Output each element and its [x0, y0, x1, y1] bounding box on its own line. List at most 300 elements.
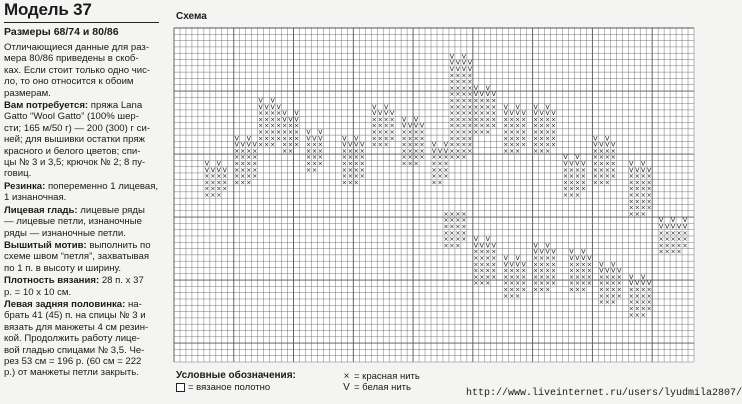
- instruction-line: вязать для манжеты 4 см резин-: [4, 321, 149, 333]
- x-stitch: ×: [461, 84, 467, 92]
- x-stitch: ×: [443, 236, 449, 244]
- legend-empty: [176, 382, 270, 393]
- x-stitch: ×: [371, 116, 377, 124]
- x-stitch: ×: [515, 122, 521, 130]
- x-stitch: ×: [503, 286, 509, 294]
- x-stitch: ×: [491, 248, 497, 256]
- instruction-line: Вышитый мотив: выполнить по: [4, 239, 151, 251]
- x-stitch: ×: [610, 280, 616, 288]
- x-stitch: ×: [503, 122, 509, 130]
- x-stitch: ×: [305, 166, 312, 174]
- x-stitch: ×: [634, 185, 640, 193]
- x-stitch: ×: [580, 286, 587, 294]
- x-stitch: ×: [234, 147, 240, 155]
- x-stitch: ×: [628, 204, 634, 212]
- x-stitch: ×: [598, 166, 604, 174]
- v-stitch: V: [658, 223, 664, 231]
- x-stitch: ×: [473, 110, 479, 118]
- instruction-line: брать 41 (45) п. на спицы № 3 и: [4, 310, 146, 322]
- x-stitch: ×: [509, 116, 515, 124]
- x-stitch: ×: [473, 97, 479, 105]
- x-stitch: ×: [544, 255, 551, 263]
- x-stitch: ×: [640, 299, 646, 307]
- instruction-line: красного и белого цветов; спи-: [4, 145, 141, 157]
- x-stitch: ×: [521, 116, 527, 124]
- x-stitch: ×: [544, 261, 551, 269]
- x-stitch: ×: [598, 273, 604, 281]
- x-stitch: ×: [658, 229, 664, 237]
- x-stitch: ×: [210, 173, 216, 181]
- v-stitch: V: [533, 242, 538, 250]
- x-stitch: ×: [538, 261, 545, 269]
- x-stitch: ×: [461, 122, 467, 130]
- x-stitch: ×: [359, 154, 365, 162]
- x-stitch: ×: [216, 185, 222, 193]
- x-stitch: ×: [437, 179, 443, 187]
- x-stitch: ×: [485, 261, 491, 269]
- x-stitch: ×: [634, 292, 640, 300]
- x-stitch: ×: [509, 147, 515, 155]
- x-stitch: ×: [586, 273, 593, 281]
- x-stitch: ×: [264, 122, 270, 130]
- x-stitch: ×: [437, 154, 443, 162]
- x-stitch: ×: [275, 110, 282, 118]
- v-stitch: V: [467, 65, 473, 73]
- x-stitch: ×: [359, 160, 365, 168]
- x-stitch: ×: [449, 122, 455, 130]
- v-stitch: V: [641, 273, 646, 281]
- x-stitch: ×: [407, 154, 413, 162]
- x-stitch: ×: [275, 135, 282, 143]
- x-stitch: ×: [604, 179, 610, 187]
- instructions-column: [4, 42, 164, 380]
- x-stitch: ×: [401, 154, 407, 162]
- x-stitch: ×: [592, 147, 599, 155]
- x-stitch: ×: [443, 217, 449, 225]
- x-stitch: ×: [449, 72, 455, 80]
- x-stitch: ×: [443, 166, 449, 174]
- x-stitch: ×: [598, 299, 604, 307]
- x-stitch: ×: [628, 311, 634, 319]
- x-stitch: ×: [359, 173, 365, 181]
- x-stitch: ×: [401, 135, 407, 143]
- x-stitch: ×: [311, 147, 318, 155]
- x-stitch: ×: [461, 147, 467, 155]
- x-stitch: ×: [449, 229, 455, 237]
- instruction-line: Отличающиеся данные для раз-: [4, 42, 150, 53]
- x-stitch: ×: [634, 210, 640, 218]
- x-stitch: ×: [455, 103, 461, 111]
- x-stitch: ×: [509, 280, 515, 288]
- x-stitch: ×: [515, 280, 521, 288]
- x-stitch: ×: [359, 166, 365, 174]
- x-stitch: ×: [491, 273, 497, 281]
- v-stitch: V: [473, 91, 478, 99]
- x-stitch: ×: [449, 116, 455, 124]
- x-stitch: ×: [437, 160, 443, 168]
- x-stitch: ×: [544, 116, 551, 124]
- x-stitch: ×: [515, 267, 521, 275]
- x-stitch: ×: [658, 248, 664, 256]
- x-stitch: ×: [222, 185, 228, 193]
- x-stitch: ×: [646, 173, 652, 181]
- v-stitch: V: [461, 53, 467, 61]
- v-stitch: V: [390, 110, 395, 118]
- x-stitch: ×: [341, 160, 347, 168]
- x-stitch: ×: [598, 286, 604, 294]
- v-stitch: V: [682, 223, 688, 231]
- x-stitch: ×: [264, 110, 270, 118]
- x-stitch: ×: [580, 267, 587, 275]
- x-stitch: ×: [449, 135, 455, 143]
- v-stitch: V: [234, 135, 239, 143]
- x-stitch: ×: [293, 141, 300, 149]
- x-stitch: ×: [455, 229, 461, 237]
- x-stitch: ×: [646, 305, 652, 313]
- v-stitch: V: [473, 236, 478, 244]
- v-stitch: V: [629, 166, 634, 174]
- v-stitch: V: [222, 166, 227, 174]
- x-stitch: ×: [515, 116, 521, 124]
- v-stitch: V: [676, 223, 682, 231]
- x-stitch: ×: [461, 236, 467, 244]
- x-stitch: ×: [461, 110, 467, 118]
- x-stitch: ×: [431, 179, 437, 187]
- x-stitch: ×: [562, 173, 569, 181]
- x-stitch: ×: [515, 141, 521, 149]
- x-stitch: ×: [479, 116, 485, 124]
- x-stitch: ×: [598, 292, 604, 300]
- v-stitch: V: [240, 141, 245, 149]
- x-stitch: ×: [485, 110, 491, 118]
- v-stitch: V: [306, 135, 311, 143]
- v-stitch: V: [443, 141, 449, 149]
- x-stitch: ×: [664, 236, 670, 244]
- x-stitch: ×: [234, 179, 240, 187]
- x-stitch: ×: [455, 154, 461, 162]
- instruction-line: Gatto “Wool Gatto” (100% шер-: [4, 111, 139, 123]
- v-stitch: V: [443, 147, 449, 155]
- x-stitch: ×: [550, 267, 557, 275]
- instruction-line: Лицевая гладь: лицевые ряды: [4, 204, 145, 216]
- x-stitch: ×: [287, 141, 294, 149]
- x-stitch: ×: [646, 286, 652, 294]
- v-stitch: V: [246, 141, 251, 149]
- x-stitch: ×: [389, 128, 395, 136]
- v-stitch: V: [473, 84, 478, 92]
- x-stitch: ×: [449, 110, 455, 118]
- x-stitch: ×: [538, 122, 545, 130]
- x-stitch: ×: [574, 173, 581, 181]
- x-stitch: ×: [509, 286, 515, 294]
- x-stitch: ×: [455, 223, 461, 231]
- v-stitch: V: [270, 97, 275, 105]
- x-stitch: ×: [449, 78, 455, 86]
- v-stitch: V: [479, 91, 484, 99]
- v-stitch: V: [461, 59, 467, 67]
- x-stitch: ×: [461, 154, 467, 162]
- x-stitch: ×: [467, 97, 473, 105]
- x-stitch: ×: [550, 280, 557, 288]
- v-stitch: V: [455, 59, 461, 67]
- v-stitch: V: [670, 217, 676, 225]
- x-stitch: ×: [503, 147, 509, 155]
- x-stitch: ×: [658, 242, 664, 250]
- x-stitch: ×: [485, 116, 491, 124]
- v-stitch: V: [581, 248, 586, 256]
- x-stitch: ×: [640, 198, 646, 206]
- x-stitch: ×: [544, 128, 551, 136]
- x-stitch: ×: [419, 141, 425, 149]
- x-stitch: ×: [568, 173, 575, 181]
- x-stitch: ×: [449, 91, 455, 99]
- x-stitch: ×: [401, 128, 407, 136]
- x-stitch: ×: [485, 128, 491, 136]
- v-stitch: V: [545, 242, 550, 250]
- v-stitch: V: [539, 248, 544, 256]
- x-stitch: ×: [455, 128, 461, 136]
- x-stitch: ×: [443, 229, 449, 237]
- x-stitch: ×: [473, 261, 479, 269]
- x-stitch: ×: [269, 110, 276, 118]
- v-stitch: V: [407, 122, 413, 130]
- v-stitch: V: [294, 116, 299, 124]
- v-stitch: V: [587, 255, 592, 263]
- v-stitch: V: [545, 248, 550, 256]
- x-stitch: ×: [437, 166, 443, 174]
- x-stitch: ×: [383, 141, 389, 149]
- x-stitch: ×: [473, 273, 479, 281]
- instruction-line: Резинка: попеременно 1 лицевая,: [4, 180, 159, 192]
- x-stitch: ×: [544, 147, 551, 155]
- x-stitch: ×: [640, 305, 646, 313]
- x-stitch: ×: [521, 141, 527, 149]
- x-stitch: ×: [538, 141, 545, 149]
- x-stitch: ×: [544, 135, 551, 143]
- x-stitch: ×: [467, 147, 473, 155]
- instruction-line: кой. Продолжить работу лице-: [4, 333, 140, 345]
- v-stitch: V: [401, 116, 407, 124]
- x-stitch: ×: [311, 166, 318, 174]
- x-stitch: ×: [455, 217, 461, 225]
- x-stitch: ×: [264, 135, 270, 143]
- v-stitch: V: [635, 280, 640, 288]
- x-stitch: ×: [258, 141, 264, 149]
- instruction-paragraph: [4, 181, 164, 204]
- x-stitch: ×: [538, 128, 545, 136]
- x-stitch: ×: [586, 280, 593, 288]
- x-stitch: ×: [216, 192, 222, 200]
- x-stitch: ×: [521, 273, 527, 281]
- x-stitch: ×: [544, 273, 551, 281]
- x-stitch: ×: [562, 166, 569, 174]
- x-stitch: ×: [371, 122, 377, 130]
- v-stitch: V: [413, 122, 419, 130]
- v-stitch: V: [503, 255, 508, 263]
- v-stitch: V: [641, 280, 646, 288]
- x-stitch: ×: [377, 116, 383, 124]
- x-stitch: ×: [461, 135, 467, 143]
- x-stitch: ×: [353, 166, 359, 174]
- x-stitch: ×: [449, 141, 455, 149]
- v-stitch: V: [204, 160, 210, 168]
- x-stitch: ×: [521, 135, 527, 143]
- x-stitch: ×: [449, 236, 455, 244]
- v-stitch: V: [569, 160, 574, 168]
- x-stitch: ×: [383, 135, 389, 143]
- x-stitch: ×: [467, 72, 473, 80]
- x-stitch: ×: [479, 110, 485, 118]
- x-stitch: ×: [670, 236, 676, 244]
- x-stitch: ×: [240, 166, 246, 174]
- x-stitch: ×: [550, 141, 557, 149]
- title-underline: [4, 22, 159, 23]
- x-stitch: ×: [281, 122, 288, 130]
- x-stitch: ×: [634, 192, 640, 200]
- instruction-paragraph: [4, 299, 164, 379]
- v-stitch: V: [491, 242, 496, 250]
- x-stitch: ×: [210, 185, 216, 193]
- x-stitch: ×: [646, 185, 652, 193]
- x-stitch: ×: [443, 160, 449, 168]
- instruction-line: р.) от манжеты петли закрыть.: [4, 367, 139, 379]
- instruction-line: мера 80/86 приведены в скоб-: [4, 53, 139, 65]
- x-stitch: ×: [485, 248, 491, 256]
- x-stitch: ×: [586, 267, 593, 275]
- instruction-line: Вам потребуется: пряжа Lana: [4, 100, 143, 112]
- x-stitch: ×: [240, 173, 246, 181]
- x-stitch: ×: [407, 147, 413, 155]
- x-stitch: ×: [216, 179, 222, 187]
- x-stitch: ×: [449, 217, 455, 225]
- v-stitch: V: [264, 103, 269, 111]
- instruction-paragraph: [4, 275, 164, 298]
- v-stitch: V: [575, 154, 580, 162]
- v-stitch: V: [670, 223, 676, 231]
- x-stitch: ×: [634, 179, 640, 187]
- x-stitch: ×: [574, 273, 581, 281]
- x-stitch: ×: [443, 210, 449, 218]
- x-stitch: ×: [311, 141, 318, 149]
- x-stitch: ×: [634, 173, 640, 181]
- v-stitch: V: [611, 267, 616, 275]
- x-stitch: ×: [538, 273, 545, 281]
- x-stitch: ×: [449, 97, 455, 105]
- x-stitch: ×: [515, 147, 521, 155]
- x-stitch: ×: [503, 280, 509, 288]
- x-stitch: ×: [568, 179, 575, 187]
- x-stitch: ×: [443, 154, 449, 162]
- x-stitch: ×: [640, 311, 646, 319]
- x-stitch: ×: [347, 154, 353, 162]
- v-stitch: V: [455, 65, 461, 73]
- x-stitch: ×: [419, 128, 425, 136]
- x-stitch: ×: [634, 198, 640, 206]
- x-stitch: ×: [604, 160, 610, 168]
- x-stitch: ×: [532, 135, 539, 143]
- instruction-paragraph: [4, 100, 164, 180]
- x-stitch: ×: [532, 122, 539, 130]
- x-stitch: ×: [234, 160, 240, 168]
- v-stitch: V: [372, 110, 377, 118]
- x-stitch: ×: [353, 154, 359, 162]
- instruction-line: говиц.: [4, 168, 32, 180]
- x-stitch: ×: [479, 261, 485, 269]
- x-stitch: ×: [550, 128, 557, 136]
- x-stitch: ×: [479, 128, 485, 136]
- v-stitch: V: [419, 122, 425, 130]
- x-stitch: ×: [610, 160, 616, 168]
- x-stitch: ×: [401, 141, 407, 149]
- x-stitch: ×: [455, 242, 461, 250]
- x-stitch: ×: [431, 154, 437, 162]
- x-stitch: ×: [473, 116, 479, 124]
- x-stitch: ×: [485, 97, 491, 105]
- x-stitch: ×: [604, 280, 610, 288]
- x-stitch: ×: [473, 280, 479, 288]
- x-stitch: ×: [592, 166, 599, 174]
- x-stitch: ×: [515, 135, 521, 143]
- x-stitch: ×: [258, 135, 264, 143]
- x-stitch: ×: [574, 185, 581, 193]
- x-stitch: ×: [503, 116, 509, 124]
- x-stitch: ×: [240, 179, 246, 187]
- x-stitch: ×: [467, 84, 473, 92]
- x-stitch: ×: [598, 280, 604, 288]
- x-stitch: ×: [503, 128, 509, 136]
- legend-title: Условные обозначения:: [176, 370, 296, 381]
- v-stitch: V: [378, 110, 383, 118]
- x-stitch: ×: [473, 255, 479, 263]
- x-stitch: ×: [258, 122, 264, 130]
- x-stitch: ×: [341, 166, 347, 174]
- v-stitch: V: [605, 267, 610, 275]
- v-stitch: V: [599, 261, 604, 269]
- x-stitch: ×: [455, 91, 461, 99]
- x-stitch: ×: [246, 160, 252, 168]
- x-stitch: ×: [293, 135, 300, 143]
- instruction-line: Левая задняя половинка: на-: [4, 298, 142, 310]
- x-stitch: ×: [407, 141, 413, 149]
- x-stitch: ×: [574, 192, 581, 200]
- x-stitch: ×: [532, 267, 539, 275]
- x-stitch: ×: [479, 103, 485, 111]
- x-stitch: ×: [491, 97, 497, 105]
- x-stitch: ×: [473, 128, 479, 136]
- x-stitch: ×: [479, 97, 485, 105]
- x-stitch: ×: [580, 185, 587, 193]
- v-stitch: V: [503, 103, 508, 111]
- instruction-line: Плотность вязания: 28 п. х 37: [4, 275, 144, 287]
- x-stitch: ×: [455, 236, 461, 244]
- x-stitch: ×: [646, 198, 652, 206]
- v-stitch: V: [605, 141, 610, 149]
- x-stitch: ×: [311, 160, 318, 168]
- x-stitch: ×: [401, 160, 407, 168]
- x-stitch: ×: [532, 128, 539, 136]
- x-stitch: ×: [371, 135, 377, 143]
- instruction-line: р. = 10 х 10 см.: [4, 286, 72, 298]
- x-stitch: ×: [258, 116, 264, 124]
- v-stitch: V: [485, 84, 490, 92]
- x-stitch: ×: [574, 166, 581, 174]
- v-stitch: V: [509, 261, 514, 269]
- v-stitch: V: [467, 59, 473, 67]
- x-stitch: ×: [628, 210, 634, 218]
- x-stitch: ×: [461, 91, 467, 99]
- v-stitch: V: [533, 248, 538, 256]
- x-stitch: ×: [544, 280, 551, 288]
